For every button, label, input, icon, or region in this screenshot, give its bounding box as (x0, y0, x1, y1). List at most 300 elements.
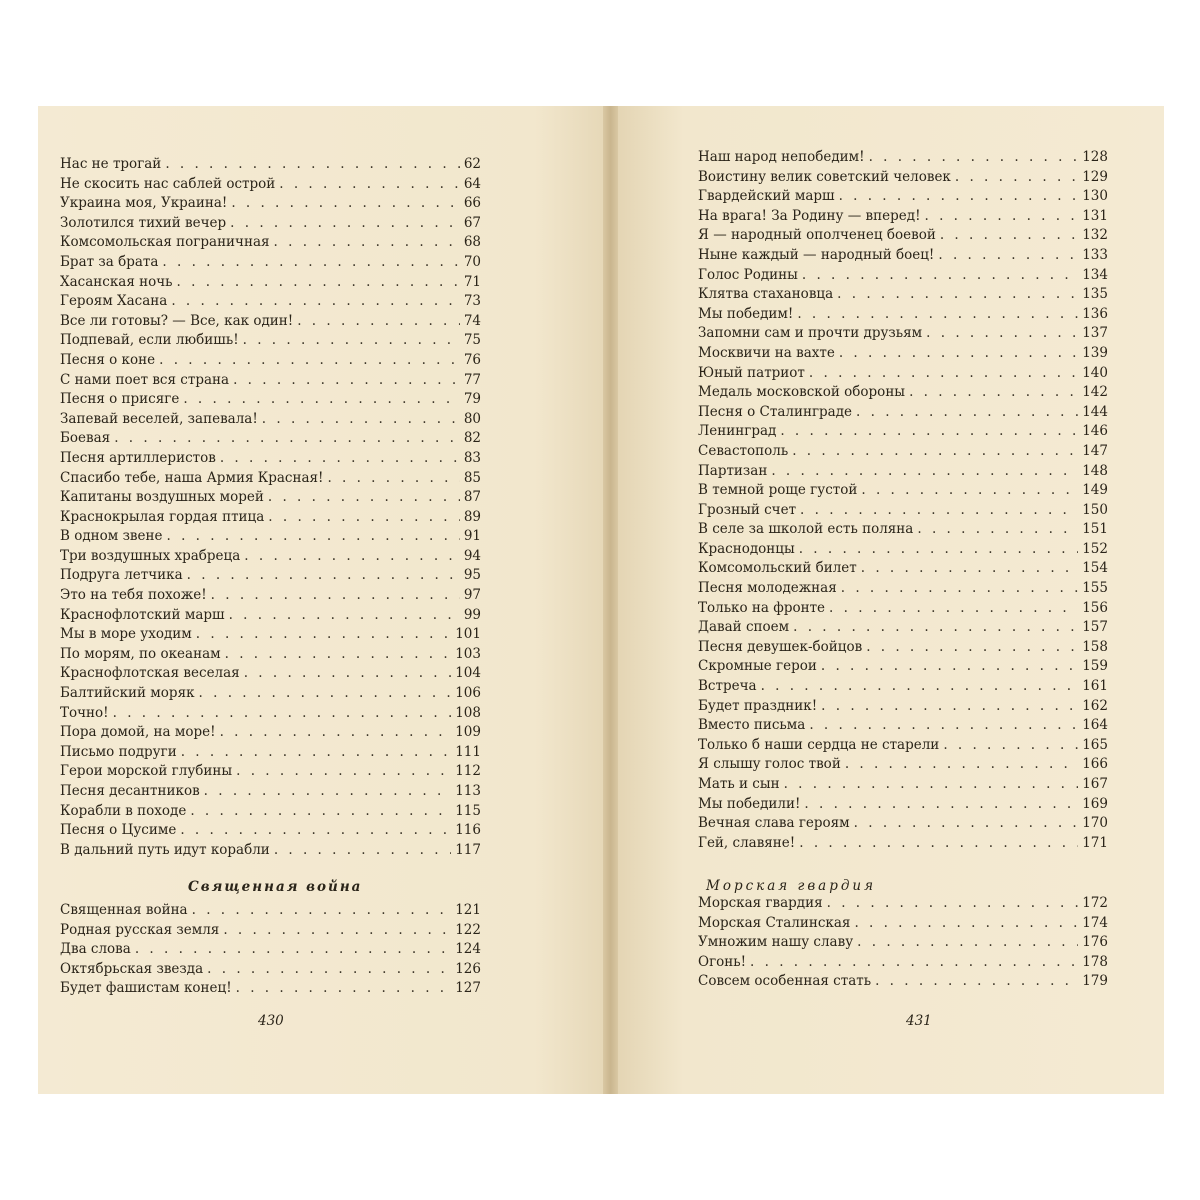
toc-entry (60, 567, 481, 587)
toc-entry-title: С нами поет вся страна (60, 371, 230, 388)
toc-entry (60, 234, 481, 254)
toc-entry (60, 195, 481, 215)
toc-leader-dots (841, 580, 1078, 596)
toc-entry-page: 94 (463, 547, 481, 564)
toc-leader-dots (943, 737, 1078, 753)
toc-entry-title: Ленинград (698, 423, 777, 440)
toc-entry-title: Все ли готовы? — Все, как один! (60, 312, 294, 329)
toc-entry-title: Три воздушных храбреца (60, 547, 241, 564)
toc-leader-dots (233, 372, 460, 388)
toc-leader-dots (780, 423, 1078, 439)
toc-entry-title: Два слова (60, 941, 131, 958)
toc-entry-title: Ныне каждый — народный боец! (698, 246, 935, 263)
toc-leader-dots (244, 548, 460, 564)
toc-leader-dots (938, 247, 1078, 263)
toc-leader-dots (839, 188, 1079, 204)
toc-leader-dots (799, 835, 1078, 851)
toc-leader-dots (761, 678, 1079, 694)
toc-entry-title: Краснофлотский марш (60, 606, 225, 623)
toc-leader-dots (236, 980, 452, 996)
toc-entry-title: Морская Сталинская (698, 914, 851, 931)
toc-leader-dots (243, 332, 460, 348)
toc-leader-dots (165, 156, 460, 172)
toc-entry-page: 148 (1082, 462, 1108, 479)
toc-entry-page: 66 (463, 195, 481, 212)
toc-leader-dots (279, 176, 460, 192)
toc-entry-title: На врага! За Родину — вперед! (698, 207, 921, 224)
toc-entry-title: Голос Родины (698, 266, 798, 283)
toc-entry-page: 71 (463, 273, 481, 290)
toc-leader-dots (869, 149, 1079, 165)
toc-entry-page: 140 (1082, 364, 1108, 381)
toc-entry-page: 176 (1082, 934, 1108, 951)
toc-leader-dots (297, 313, 460, 329)
toc-leader-dots (190, 803, 451, 819)
toc-leader-dots (135, 941, 451, 957)
toc-entry (60, 352, 481, 372)
page-number-right: 431 (906, 1013, 932, 1029)
toc-leader-dots (917, 521, 1078, 537)
toc-entry (60, 822, 481, 842)
toc-entry-page: 64 (463, 175, 481, 192)
toc-entry-title: Москвичи на вахте (698, 344, 835, 361)
toc-entry-page: 164 (1082, 717, 1108, 734)
toc-entry-page: 122 (455, 921, 481, 938)
toc-leader-dots (187, 567, 460, 583)
toc-leader-dots (229, 607, 460, 623)
page-number-left: 430 (258, 1013, 284, 1029)
toc-entry-title: Партизан (698, 462, 768, 479)
toc-entry-title: Огонь! (698, 953, 747, 970)
toc-entry-title: Спасибо тебе, наша Армия Красная! (60, 469, 324, 486)
toc-entry-title: Совсем особенная стать (698, 973, 872, 990)
toc-leader-dots (829, 600, 1078, 616)
toc-entry-page: 68 (463, 234, 481, 251)
toc-entry-title: Песня о Сталинграде (698, 403, 853, 420)
toc-entry (698, 796, 1108, 816)
toc-entry-page: 151 (1082, 521, 1108, 538)
toc-entry-title: По морям, по океанам (60, 645, 221, 662)
toc-leader-dots (207, 961, 451, 977)
toc-entry-page: 106 (455, 685, 481, 702)
toc-entry-title: Я слышу голос твой (698, 756, 841, 773)
toc-entry-title: Балтийский моряк (60, 685, 195, 702)
toc-leader-dots (793, 619, 1078, 635)
toc-entry-page: 77 (463, 371, 481, 388)
toc-entry (60, 705, 481, 725)
toc-leader-dots (804, 796, 1078, 812)
toc-entry-page: 109 (455, 724, 481, 741)
toc-leader-dots (211, 587, 460, 603)
toc-entry (60, 509, 481, 529)
book-gutter (603, 106, 618, 1094)
toc-list-left-main (60, 156, 481, 861)
toc-entry (698, 756, 1108, 776)
toc-entry (698, 717, 1108, 737)
toc-leader-dots (231, 195, 460, 211)
toc-entry-page: 178 (1082, 953, 1108, 970)
toc-entry-title: Севастополь (698, 442, 789, 459)
toc-entry-title: Краснокрылая гордая птица (60, 508, 265, 525)
toc-leader-dots (167, 528, 460, 544)
toc-entry (60, 470, 481, 490)
toc-entry-page: 129 (1082, 168, 1108, 185)
toc-leader-dots (171, 293, 459, 309)
toc-entry-title: Мать и сын (698, 776, 780, 792)
toc-entry (60, 980, 481, 1000)
toc-entry (698, 286, 1108, 306)
toc-entry (60, 724, 481, 744)
toc-entry (698, 815, 1108, 835)
toc-leader-dots (204, 783, 452, 799)
toc-entry-title: Песня девушек-бойцов (698, 638, 863, 655)
toc-entry-page: 152 (1082, 540, 1108, 557)
toc-entry (698, 934, 1108, 954)
toc-entry-title: Нас не трогай (60, 156, 162, 172)
toc-leader-dots (196, 626, 451, 642)
toc-leader-dots (230, 215, 460, 231)
toc-entry (698, 227, 1108, 247)
toc-entry (60, 254, 481, 274)
toc-leader-dots (797, 306, 1078, 322)
toc-entry-page: 161 (1082, 678, 1108, 695)
toc-leader-dots (236, 763, 451, 779)
toc-entry-title: Вечная слава героям (698, 815, 850, 832)
toc-entry (698, 560, 1108, 580)
toc-entry (698, 267, 1108, 287)
left-page (38, 106, 603, 1094)
toc-entry-title: Умножим нашу славу (698, 934, 854, 951)
toc-entry-page: 135 (1082, 286, 1108, 303)
toc-entry (698, 835, 1108, 855)
toc-entry-title: Это на тебя похоже! (60, 587, 207, 604)
toc-entry (60, 763, 481, 783)
toc-entry-title: Краснодонцы (698, 540, 795, 557)
toc-entry-page: 150 (1082, 501, 1108, 518)
toc-entry (698, 482, 1108, 502)
toc-entry (60, 176, 481, 196)
toc-entry-title: Героям Хасана (60, 293, 168, 310)
toc-entry (60, 430, 481, 450)
toc-entry-title: Золотился тихий вечер (60, 214, 227, 231)
toc-entry-title: Песня артиллеристов (60, 449, 216, 466)
toc-leader-dots (750, 954, 1078, 970)
toc-entry (698, 915, 1108, 935)
toc-entry-page: 89 (463, 508, 481, 525)
toc-entry (60, 961, 481, 981)
toc-leader-dots (181, 744, 452, 760)
toc-entry-page: 162 (1082, 697, 1108, 714)
toc-leader-dots (244, 665, 452, 681)
toc-entry-page: 115 (455, 802, 481, 819)
toc-entry (698, 404, 1108, 424)
toc-entry (60, 685, 481, 705)
toc-entry (60, 902, 481, 922)
toc-leader-dots (114, 430, 460, 446)
toc-entry-title: Встреча (698, 678, 757, 695)
toc-entry-page: 134 (1082, 266, 1108, 283)
toc-entry-page: 75 (463, 332, 481, 349)
toc-entry (60, 626, 481, 646)
toc-leader-dots (909, 384, 1078, 400)
toc-entry-page: 74 (463, 312, 481, 329)
toc-entry-page: 108 (455, 704, 481, 721)
toc-entry-title: Запевай веселей, запевала! (60, 410, 258, 427)
toc-entry-page: 103 (455, 645, 481, 662)
toc-entry-title: Краснофлотская веселая (60, 665, 240, 682)
toc-entry (60, 783, 481, 803)
toc-entry-title: Капитаны воздушных морей (60, 489, 264, 506)
toc-entry-page: 116 (455, 822, 481, 839)
toc-entry-title: Наш народ непобедим! (698, 149, 865, 165)
toc-entry (60, 607, 481, 627)
toc-entry-title: Клятва стахановца (698, 286, 834, 303)
toc-entry-page: 136 (1082, 305, 1108, 322)
toc-entry (60, 548, 481, 568)
toc-entry-title: Пора домой, на море! (60, 724, 216, 741)
toc-entry-page: 127 (455, 980, 481, 997)
toc-leader-dots (225, 646, 452, 662)
toc-entry-title: Скромные герои (698, 658, 817, 675)
toc-entry-page: 67 (463, 214, 481, 231)
toc-entry-page: 171 (1082, 834, 1108, 851)
toc-leader-dots (809, 717, 1078, 733)
toc-entry (698, 541, 1108, 561)
toc-leader-dots (268, 509, 460, 525)
toc-leader-dots (177, 274, 460, 290)
toc-entry (698, 639, 1108, 659)
toc-entry-title: Будет праздник! (698, 697, 818, 714)
book-spread (38, 106, 1164, 1094)
toc-entry-title: Воистину велик советский человек (698, 168, 951, 185)
toc-entry-title: Комсомольская пограничная (60, 234, 270, 251)
toc-leader-dots (802, 267, 1078, 283)
toc-entry-page: 62 (463, 156, 481, 172)
toc-entry (698, 463, 1108, 483)
toc-entry-page: 82 (463, 430, 481, 447)
toc-entry-page: 167 (1082, 776, 1108, 792)
toc-entry-title: Точно! (60, 704, 109, 721)
toc-entry-title: Родная русская земля (60, 921, 220, 938)
toc-entry-page: 174 (1082, 914, 1108, 931)
toc-leader-dots (827, 895, 1079, 911)
toc-entry-page: 147 (1082, 442, 1108, 459)
toc-entry (698, 365, 1108, 385)
toc-entry-title: В темной роще густой (698, 482, 858, 499)
toc-leader-dots (327, 470, 459, 486)
toc-entry (698, 149, 1108, 169)
toc-entry-page: 144 (1082, 403, 1108, 420)
toc-entry (698, 247, 1108, 267)
toc-entry (60, 803, 481, 823)
toc-entry (60, 293, 481, 313)
toc-entry-page: 70 (463, 253, 481, 270)
toc-leader-dots (940, 227, 1078, 243)
toc-leader-dots (274, 234, 460, 250)
toc-entry-title: Подпевай, если любишь! (60, 332, 239, 349)
toc-entry (60, 489, 481, 509)
toc-leader-dots (861, 482, 1078, 498)
toc-entry (698, 188, 1108, 208)
toc-entry-page: 139 (1082, 344, 1108, 361)
toc-entry-page: 133 (1082, 246, 1108, 263)
toc-entry-page: 79 (463, 391, 481, 408)
toc-leader-dots (857, 934, 1078, 950)
toc-entry (698, 502, 1108, 522)
toc-entry-title: В дальний путь идут корабли (60, 841, 270, 858)
toc-entry (698, 580, 1108, 600)
toc-entry (698, 443, 1108, 463)
toc-entry (60, 391, 481, 411)
toc-entry (698, 600, 1108, 620)
toc-entry-title: Священная война (60, 902, 188, 918)
toc-leader-dots (223, 922, 451, 938)
toc-entry-title: Песня о Цусиме (60, 822, 177, 839)
toc-entry-page: 132 (1082, 227, 1108, 244)
toc-entry-title: Письмо подруги (60, 743, 177, 760)
toc-entry-page: 87 (463, 489, 481, 506)
toc-entry-title: Песня о коне (60, 351, 156, 368)
toc-leader-dots (192, 902, 452, 918)
toc-entry-title: Грозный счет (698, 501, 797, 518)
toc-entry-title: Песня десантников (60, 783, 200, 799)
toc-entry (60, 665, 481, 685)
toc-leader-dots (183, 391, 459, 407)
toc-entry-page: 146 (1082, 423, 1108, 440)
toc-entry-title: Гей, славяне! (698, 834, 796, 851)
toc-entry-title: Мы победим! (698, 305, 794, 322)
toc-list-right-main (698, 149, 1108, 854)
toc-entry-title: Юный патриот (698, 364, 805, 381)
toc-leader-dots (839, 345, 1078, 361)
toc-leader-dots (799, 541, 1079, 557)
right-page (618, 106, 1164, 1094)
toc-entry-page: 99 (463, 606, 481, 623)
toc-entry-page: 149 (1082, 482, 1108, 499)
toc-entry-title: Запомни сам и прочти друзьям (698, 325, 923, 342)
toc-entry-page: 73 (463, 293, 481, 310)
toc-leader-dots (113, 705, 452, 721)
toc-entry (698, 384, 1108, 404)
toc-entry (60, 842, 481, 862)
toc-leader-dots (821, 658, 1078, 674)
toc-entry (698, 737, 1108, 757)
toc-leader-dots (875, 973, 1078, 989)
toc-entry-page: 131 (1082, 207, 1108, 224)
toc-entry-page: 121 (455, 902, 481, 918)
toc-entry (60, 332, 481, 352)
toc-entry (698, 169, 1108, 189)
toc-entry (698, 306, 1108, 326)
toc-leader-dots (800, 502, 1078, 518)
toc-entry-title: В одном звене (60, 528, 163, 545)
toc-entry (60, 646, 481, 666)
toc-leader-dots (180, 822, 451, 838)
toc-leader-dots (866, 639, 1078, 655)
toc-entry (60, 450, 481, 470)
toc-leader-dots (926, 325, 1078, 341)
toc-entry-title: Гвардейский марш (698, 188, 835, 205)
toc-entry (698, 658, 1108, 678)
toc-entry-title: Герои морской глубины (60, 763, 233, 780)
toc-entry-title: Подруга летчика (60, 567, 183, 584)
toc-entry-title: Мы в море уходим (60, 626, 192, 643)
toc-entry-page: 130 (1082, 188, 1108, 205)
toc-entry-page: 128 (1082, 149, 1108, 165)
toc-entry-page: 157 (1082, 619, 1108, 636)
toc-entry (60, 313, 481, 333)
toc-entry (698, 619, 1108, 639)
section-title-sacred-war: Священная война (188, 879, 363, 895)
toc-entry-title: Мы победили! (698, 795, 801, 812)
toc-entry-page: 80 (463, 410, 481, 427)
toc-entry-page: 165 (1082, 736, 1108, 753)
toc-entry-page: 170 (1082, 815, 1108, 832)
toc-entry-title: Боевая (60, 430, 111, 447)
toc-entry-title: Вместо письма (698, 717, 806, 734)
toc-entry-title: В селе за школой есть поляна (698, 521, 914, 538)
toc-entry-title: Медаль московской обороны (698, 384, 906, 401)
toc-entry (60, 922, 481, 942)
toc-leader-dots (861, 560, 1078, 576)
toc-entry (698, 776, 1108, 796)
toc-leader-dots (854, 915, 1078, 931)
toc-entry-page: 159 (1082, 658, 1108, 675)
toc-entry (60, 411, 481, 431)
toc-list-right-section (698, 895, 1108, 993)
toc-entry-title: Октябрьская звезда (60, 960, 204, 977)
toc-entry (60, 587, 481, 607)
toc-entry-page: 97 (463, 587, 481, 604)
toc-entry-page: 76 (463, 351, 481, 368)
toc-entry-page: 126 (455, 960, 481, 977)
toc-entry-title: Я — народный ополченец боевой (698, 227, 936, 244)
toc-leader-dots (845, 756, 1078, 772)
toc-leader-dots (955, 169, 1078, 185)
toc-entry-title: Песня молодежная (698, 580, 837, 597)
toc-leader-dots (925, 208, 1079, 224)
toc-entry (698, 973, 1108, 993)
toc-leader-dots (821, 698, 1078, 714)
toc-entry (698, 521, 1108, 541)
toc-entry (60, 156, 481, 176)
toc-leader-dots (199, 685, 452, 701)
toc-leader-dots (809, 365, 1078, 381)
toc-leader-dots (784, 776, 1079, 792)
toc-leader-dots (220, 450, 460, 466)
toc-entry-page: 179 (1082, 973, 1108, 990)
toc-entry (698, 698, 1108, 718)
toc-leader-dots (771, 463, 1078, 479)
toc-entry-page: 112 (455, 763, 481, 780)
toc-entry-page: 169 (1082, 795, 1108, 812)
toc-entry-title: Будет фашистам конец! (60, 980, 232, 997)
toc-list-left-section (60, 902, 481, 1000)
toc-entry (698, 325, 1108, 345)
toc-entry-page: 117 (455, 841, 481, 858)
toc-entry-page: 158 (1082, 638, 1108, 655)
toc-leader-dots (268, 489, 460, 505)
toc-entry-title: Брат за брата (60, 253, 159, 270)
toc-entry (60, 274, 481, 294)
toc-entry (698, 678, 1108, 698)
toc-entry-page: 101 (455, 626, 481, 643)
toc-entry (60, 372, 481, 392)
toc-entry-page: 91 (463, 528, 481, 545)
toc-entry-title: Комсомольский билет (698, 560, 857, 577)
toc-entry-title: Только б наши сердца не старели (698, 736, 940, 753)
toc-leader-dots (162, 254, 459, 270)
